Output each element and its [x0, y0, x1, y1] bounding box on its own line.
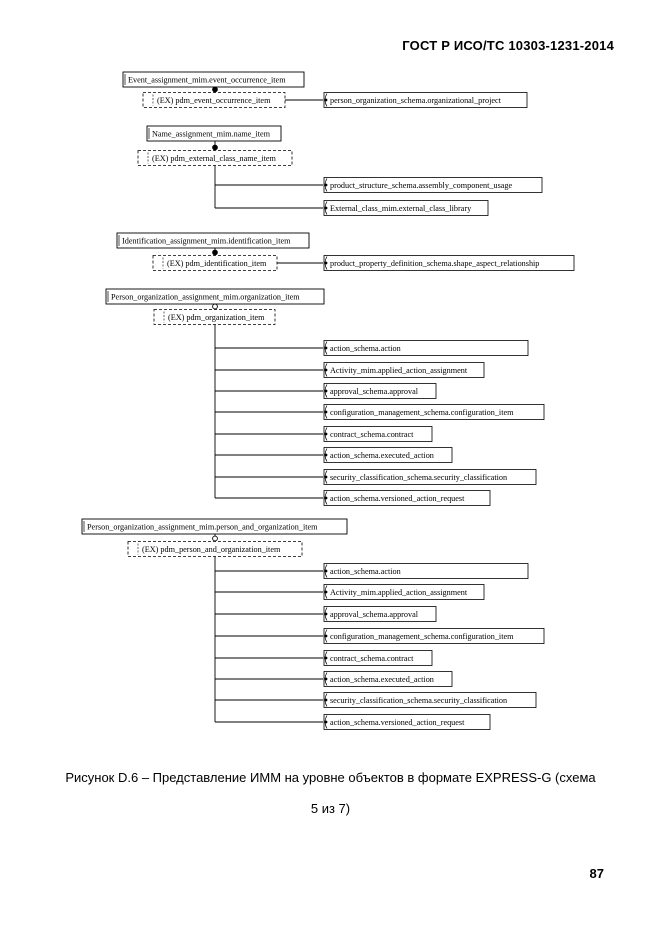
target-entity-label: action_schema.executed_action — [330, 675, 434, 685]
target-entity-label: security_classification_schema.security_classification — [330, 473, 508, 483]
connector-dot — [325, 390, 328, 393]
relationship-circle — [213, 304, 218, 309]
connector-dot — [325, 497, 328, 500]
target-entity — [324, 341, 528, 356]
target-entity-label: Activity_mim.applied_action_assignment — [330, 588, 468, 598]
select-type — [138, 151, 292, 166]
connector-dot — [325, 347, 328, 350]
target-entity — [324, 405, 544, 420]
target-entity — [324, 564, 528, 579]
parent-entity-label: Name_assignment_mim.name_item — [152, 129, 271, 139]
parent-entity — [82, 519, 347, 534]
select-type — [143, 93, 285, 108]
connector-dot — [325, 657, 328, 660]
group-4 — [106, 289, 544, 506]
connector-dot — [325, 262, 328, 265]
target-entity-label: approval_schema.approval — [330, 387, 418, 397]
parent-entity — [123, 72, 304, 87]
select-type — [128, 542, 302, 557]
parent-entity — [147, 126, 281, 141]
target-entity-label: action_schema.versioned_action_request — [330, 494, 465, 504]
parent-entity — [106, 289, 324, 304]
relationship-circle — [213, 87, 218, 92]
target-entity-label: configuration_management_schema.configuration_item — [330, 408, 514, 418]
target-entity-label: External_class_mim.external_class_library — [330, 204, 472, 214]
target-entity — [324, 585, 484, 600]
connector-dot — [325, 570, 328, 573]
target-entity-label: configuration_management_schema.configuration_item — [330, 632, 514, 642]
select-type-label: (EX) pdm_identification_item — [167, 259, 267, 269]
parent-entity-label: Person_organization_assignment_mim.organization_item — [111, 292, 300, 302]
target-entity — [324, 201, 488, 216]
connector-dot — [325, 476, 328, 479]
connector-dot — [325, 591, 328, 594]
target-entity — [324, 448, 452, 463]
target-entity-label: action_schema.action — [330, 567, 401, 577]
figure-caption-line2: 5 из 7) — [310, 801, 351, 816]
target-entity-label: action_schema.action — [330, 344, 401, 354]
target-entity — [324, 384, 436, 399]
target-entity — [324, 607, 436, 622]
select-type-label: (EX) pdm_external_class_name_item — [152, 154, 276, 164]
connector-dot — [325, 678, 328, 681]
document-standard-header: ГОСТ Р ИСО/ТС 10303-1231-2014 — [402, 38, 614, 53]
target-entity — [324, 470, 536, 485]
connector-dot — [325, 411, 328, 414]
target-entity-label: approval_schema.approval — [330, 610, 418, 620]
target-entity-label: contract_schema.contract — [330, 430, 414, 440]
target-entity-label: security_classification_schema.security_classification — [330, 696, 508, 706]
figure-caption-line1: Рисунок D.6 – Представление ИММ на уровне объектов в формате EXPRESS-G (схема — [65, 770, 596, 785]
target-entity — [324, 672, 452, 687]
target-entity-label: Activity_mim.applied_action_assignment — [330, 366, 468, 376]
target-entity — [324, 427, 432, 442]
target-entity — [324, 363, 484, 378]
target-entity-label: contract_schema.contract — [330, 654, 414, 664]
target-entity — [324, 693, 536, 708]
connector-dot — [325, 99, 328, 102]
select-type — [154, 310, 275, 325]
target-entity-label: product_property_definition_schema.shape_aspect_relationship — [330, 259, 540, 269]
parent-entity-label: Event_assignment_mim.event_occurrence_item — [128, 75, 286, 85]
page-number: 87 — [589, 866, 604, 881]
connector-dot — [325, 454, 328, 457]
connector-dot — [325, 699, 328, 702]
select-type-label: (EX) pdm_event_occurrence_item — [157, 96, 271, 106]
connector-dot — [325, 433, 328, 436]
group-2 — [138, 126, 542, 216]
select-type-label: (EX) pdm_organization_item — [168, 313, 265, 323]
target-entity-label: product_structure_schema.assembly_component_usage — [330, 181, 513, 191]
target-entity — [324, 651, 432, 666]
select-type — [153, 256, 277, 271]
parent-entity-label: Identification_assignment_mim.identification_item — [122, 236, 291, 246]
connector-dot — [325, 635, 328, 638]
connector-dot — [325, 207, 328, 210]
target-entity-label: action_schema.versioned_action_request — [330, 718, 465, 728]
target-entity — [324, 256, 574, 271]
parent-entity — [117, 233, 309, 248]
connector-dot — [325, 369, 328, 372]
connector-dot — [325, 613, 328, 616]
target-entity — [324, 491, 490, 506]
target-entity-label: action_schema.executed_action — [330, 451, 434, 461]
group-1 — [123, 72, 527, 108]
relationship-circle — [213, 536, 218, 541]
target-entity — [324, 629, 544, 644]
relationship-circle — [213, 250, 218, 255]
group-3 — [117, 233, 574, 271]
connector-dot — [325, 184, 328, 187]
relationship-circle — [213, 145, 218, 150]
parent-entity-label: Person_organization_assignment_mim.person_and_organization_item — [87, 522, 318, 532]
target-entity-label: person_organization_schema.organizational_project — [330, 96, 501, 106]
target-entity — [324, 715, 490, 730]
connector-dot — [325, 721, 328, 724]
target-entity — [324, 178, 542, 193]
target-entity — [324, 93, 527, 108]
select-type-label: (EX) pdm_person_and_organization_item — [142, 545, 281, 555]
group-5 — [82, 519, 544, 730]
